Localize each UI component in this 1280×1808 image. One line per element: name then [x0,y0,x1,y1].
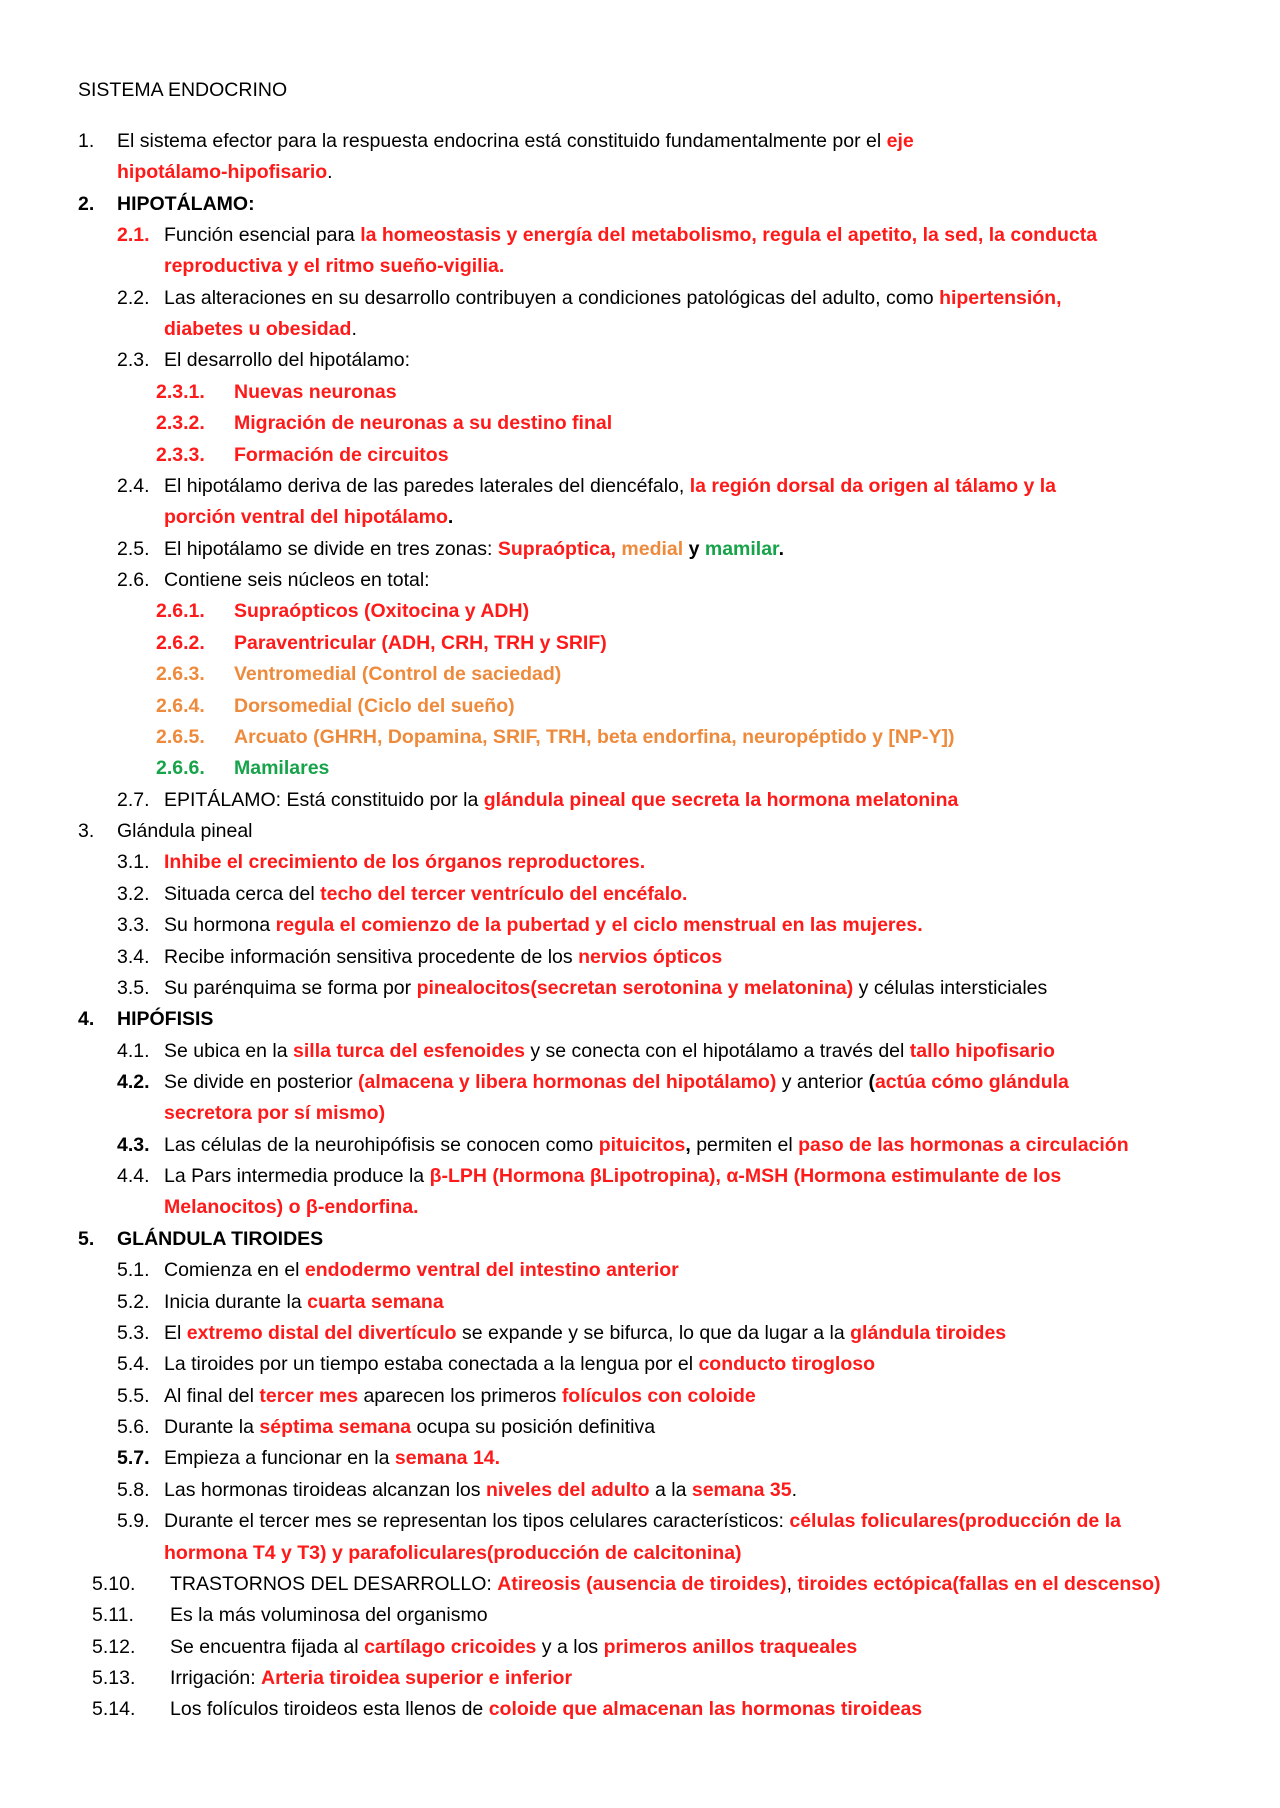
text-segment: β-LPH (Hormona βLipotropina), α-MSH (Hormona estimulante de los [429,1165,1062,1187]
outline-line [0,380,1280,404]
text-segment: tallo hipofisario [909,1040,1055,1062]
text-segment: techo del tercer ventrículo del encéfalo. [320,883,688,905]
outline-number: 5.7. [117,1447,150,1469]
outline-line [0,819,1280,843]
outline-line [0,1227,1280,1251]
outline-text [78,78,287,102]
outline-number: 2.6. [117,569,150,591]
outline-number: 5.9. [117,1510,150,1532]
outline-line [0,1070,1280,1094]
outline-number: 4.2. [117,1071,150,1093]
outline-text [164,223,1097,247]
text-segment: Durante la [164,1416,260,1438]
outline-number: 5.10. [92,1573,136,1595]
text-segment: y se conecta con el hipotálamo a través del [524,1040,910,1062]
outline-number: 5.2. [117,1291,150,1313]
text-segment: a la [649,1479,692,1501]
outline-text [164,1478,797,1502]
outline-line [0,599,1280,623]
text-segment: y anterior [776,1071,869,1093]
text-segment: Su hormona [164,914,276,936]
outline-line [0,474,1280,498]
outline-number: 2.6.5. [156,726,205,748]
outline-number: 4.1. [117,1040,150,1062]
outline-text [164,1039,1055,1063]
outline-text [164,568,430,592]
outline-line [0,1572,1280,1596]
outline-line [0,662,1280,686]
text-segment: Arteria tiroidea superior e inferior [261,1667,573,1689]
text-segment: Durante el tercer mes se representan los tipos celulares característicos: [164,1510,790,1532]
outline-text [234,631,607,655]
outline-line [0,945,1280,969]
text-segment: ocupa su posición definitiva [411,1416,656,1438]
text-segment: conducto tirogloso [698,1353,876,1375]
text-segment: , [786,1573,798,1595]
outline-text [164,1509,1121,1533]
text-segment: Supraópticos (Oxitocina y ADH) [234,600,530,622]
outline-text [164,976,1047,1000]
text-segment: HIPOTÁLAMO: [117,193,255,215]
text-segment: semana 35 [691,1479,792,1501]
outline-line [0,1603,1280,1627]
outline-number: 5.8. [117,1479,150,1501]
outline-text [234,380,397,404]
outline-text [164,850,645,874]
outline-text [234,411,612,435]
text-segment: Las células de la neurohipófisis se conocen como [164,1134,599,1156]
outline-text [164,474,1056,498]
text-segment: El sistema efector para la respuesta endocrina está constituido fundamentalmente por el [117,130,887,152]
text-segment: Mamilares [234,757,330,779]
text-segment: coloide que almacenan las hormonas tiroideas [488,1698,923,1720]
text-segment: hipotálamo-hipofisario [117,161,328,183]
outline-text [170,1666,572,1690]
text-segment: diabetes u obesidad [164,318,352,340]
text-segment: . [327,161,333,183]
text-segment: . [447,506,454,528]
text-segment: Formación de circuitos [234,444,449,466]
outline-text [164,1415,655,1439]
outline-number: 2.6.3. [156,663,205,685]
text-segment: Inicia durante la [164,1291,308,1313]
outline-line [0,411,1280,435]
outline-number: 2.5. [117,538,150,560]
outline-number: 3.5. [117,977,150,999]
outline-line [0,1164,1280,1188]
text-segment: El hipotálamo deriva de las paredes laterales del diencéfalo, [164,475,690,497]
text-segment: reproductiva y el ritmo sueño-vigilia. [164,255,505,277]
text-segment: células foliculares(producción de la [789,1510,1121,1532]
text-segment: Al final del [164,1385,260,1407]
text-segment: Recibe información sensitiva procedente de los [164,946,579,968]
text-segment: TRASTORNOS DEL DESARROLLO: [170,1573,498,1595]
text-segment: Atireosis (ausencia de tiroides) [497,1573,787,1595]
outline-text [164,945,722,969]
text-segment: Irrigación: [170,1667,262,1689]
outline-text [117,160,333,184]
outline-line [0,1133,1280,1157]
text-segment: , [685,1134,691,1156]
outline-number: 4. [78,1008,95,1030]
outline-number: 4.4. [117,1165,150,1187]
text-segment: hormona T4 y T3) y parafoliculares(producción de calcitonina) [164,1542,742,1564]
text-segment: la región dorsal da origen al tálamo y la [689,475,1057,497]
text-segment: Los folículos tiroideos esta llenos de [170,1698,489,1720]
text-segment: nervios ópticos [578,946,723,968]
outline-number: 3.4. [117,946,150,968]
outline-text [164,882,687,906]
outline-number: 5.6. [117,1416,150,1438]
outline-text [164,537,784,561]
outline-line [0,913,1280,937]
text-segment: Paraventricular (ADH, CRH, TRH y SRIF) [234,632,607,654]
text-segment: paso de las hormonas a circulación [798,1134,1129,1156]
outline-number: 3.2. [117,883,150,905]
text-segment: Las alteraciones en su desarrollo contribuyen a condiciones patológicas del adulto, como [164,287,940,309]
outline-line [0,348,1280,372]
outline-number: 2. [78,193,95,215]
outline-line [0,1635,1280,1659]
outline-line [0,1039,1280,1063]
outline-line [0,1541,1280,1565]
outline-number: 5.1. [117,1259,150,1281]
outline-text [164,1258,679,1282]
text-segment: regula el comienzo de la pubertad y el ciclo menstrual en las mujeres. [275,914,923,936]
text-segment: Empieza a funcionar en la [164,1447,395,1469]
outline-number: 2.1. [117,224,150,246]
outline-line [0,537,1280,561]
outline-number: 3. [78,820,95,842]
outline-text [164,1352,875,1376]
outline-text [164,1133,1129,1157]
outline-line [0,129,1280,153]
outline-line [0,1290,1280,1314]
text-segment: porción ventral del hipotálamo [164,506,448,528]
text-segment: se expande y se bifurca, lo que da lugar a la [456,1322,851,1344]
outline-text [234,443,449,467]
outline-number: 2.7. [117,789,150,811]
outline-text [164,1446,500,1470]
outline-line [0,317,1280,341]
text-segment: endodermo ventral del intestino anterior [304,1259,679,1281]
outline-text [164,348,410,372]
text-segment: niveles del adulto [485,1479,650,1501]
outline-text [164,505,453,529]
text-segment: HIPÓFISIS [117,1008,214,1030]
outline-number: 2.3.3. [156,444,205,466]
text-segment: glándula pineal que secreta la hormona melatonina [483,789,959,811]
outline-line [0,160,1280,184]
text-segment: tercer mes [259,1385,359,1407]
text-segment: permiten el [690,1134,799,1156]
outline-text [234,599,529,623]
outline-line [0,1478,1280,1502]
outline-line [0,1509,1280,1533]
outline-line [0,694,1280,718]
text-segment: (almacena y libera hormonas del hipotálamo) [358,1071,777,1093]
text-segment: Nuevas neuronas [234,381,397,403]
outline-number: 5.13. [92,1667,136,1689]
outline-line [0,286,1280,310]
outline-number: 5.14. [92,1698,136,1720]
text-segment: GLÁNDULA TIROIDES [117,1228,324,1250]
text-segment: pituicitos [598,1134,686,1156]
text-segment: Se encuentra fijada al [170,1636,365,1658]
outline-line [0,1352,1280,1376]
outline-text [164,788,958,812]
outline-number: 1. [78,130,95,152]
outline-text [164,254,504,278]
outline-line [0,631,1280,655]
outline-text [117,192,255,216]
text-segment: semana 14. [394,1447,501,1469]
outline-line [0,1321,1280,1345]
text-segment: cuarta semana [307,1291,444,1313]
text-segment: Se ubica en la [164,1040,294,1062]
outline-text [117,1227,323,1251]
outline-line [0,1101,1280,1125]
text-segment: La Pars intermedia produce la [164,1165,430,1187]
text-segment: Es la más voluminosa del organismo [170,1604,488,1626]
outline-number: 3.3. [117,914,150,936]
text-segment: Dorsomedial (Ciclo del sueño) [234,695,515,717]
text-segment: Comienza en el [164,1259,305,1281]
text-segment: extremo distal del divertículo [186,1322,457,1344]
text-segment: eje [886,130,914,152]
outline-text [164,1290,444,1314]
outline-line [0,1007,1280,1031]
text-segment: tiroides ectópica(fallas en el descenso) [797,1573,1161,1595]
outline-line [0,505,1280,529]
text-segment: medial [615,538,684,560]
text-segment: cartílago cricoides [364,1636,537,1658]
outline-text [164,1384,756,1408]
outline-line [0,1415,1280,1439]
outline-line [0,882,1280,906]
text-segment: Melanocitos) o β-endorfina. [164,1196,419,1218]
outline-line [0,1697,1280,1721]
text-segment: . [778,538,784,560]
text-segment: hipertensión, [939,287,1062,309]
outline-text [164,1321,1006,1345]
outline-number: 2.6.4. [156,695,205,717]
text-segment: aparecen los primeros [358,1385,562,1407]
outline-text [164,913,923,937]
outline-line [0,1195,1280,1219]
outline-line [0,1446,1280,1470]
outline-text [164,1164,1061,1188]
outline-number: 2.2. [117,287,150,309]
outline-number: 2.6.1. [156,600,205,622]
text-segment: Glándula pineal [117,820,253,842]
text-segment: . [791,1479,798,1501]
outline-line [0,725,1280,749]
text-segment: SISTEMA ENDOCRINO [78,79,288,101]
outline-line [0,192,1280,216]
outline-line [0,254,1280,278]
text-segment: El desarrollo del hipotálamo: [164,349,411,371]
outline-number: 5.12. [92,1636,136,1658]
outline-number: 3.1. [117,851,150,873]
text-segment: Inhibe el crecimiento de los órganos reproductores. [164,851,646,873]
text-segment: la homeostasis y energía del metabolismo, regula el apetito, la sed, la conducta [360,224,1098,246]
outline-number: 5.11. [92,1604,134,1626]
outline-text [117,129,914,153]
outline-line [0,1666,1280,1690]
text-segment: y a los [536,1636,604,1658]
text-segment: y células intersticiales [853,977,1048,999]
outline-line [0,756,1280,780]
outline-number: 2.3.1. [156,381,205,403]
outline-text [170,1572,1160,1596]
outline-number: 4.3. [117,1134,150,1156]
outline-line [0,1384,1280,1408]
outline-number: 5. [78,1228,95,1250]
outline-number: 2.3. [117,349,150,371]
outline-text [164,1070,1069,1094]
outline-text [117,819,253,843]
text-segment: Su parénquima se forma por [164,977,417,999]
text-segment: glándula tiroides [850,1322,1007,1344]
outline-number: 5.3. [117,1322,150,1344]
text-segment: y [683,538,705,560]
outline-text [170,1635,857,1659]
text-segment: mamilar [704,538,779,560]
text-segment: EPITÁLAMO: Está constituido por la [164,789,484,811]
text-segment: La tiroides por un tiempo estaba conectada a la lengua por el [164,1353,699,1375]
text-segment: . [351,318,357,340]
outline-text [164,1541,742,1565]
outline-text [234,725,954,749]
outline-line [0,1258,1280,1282]
outline-text [164,286,1062,310]
outline-number: 5.4. [117,1353,150,1375]
text-segment: Contiene seis núcleos en total: [164,569,430,591]
outline-line [0,788,1280,812]
outline-number: 5.5. [117,1385,150,1407]
outline-number: 2.6.6. [156,757,205,779]
outline-text [170,1603,488,1627]
text-segment: pinealocitos(secretan serotonina y melatonina) [416,977,854,999]
outline-text [170,1697,922,1721]
text-segment: Ventromedial (Control de saciedad) [234,663,562,685]
outline-line [0,568,1280,592]
text-segment: Migración de neuronas a su destino final [234,412,613,434]
text-segment: folículos con coloide [561,1385,756,1407]
text-segment: Supraóptica, [497,538,616,560]
outline-number: 2.6.2. [156,632,205,654]
text-segment: actúa cómo glándula [874,1071,1069,1093]
text-segment: ( [868,1071,875,1093]
outline-text [117,1007,213,1031]
text-segment: El [164,1322,187,1344]
text-segment: Situada cerca del [164,883,321,905]
text-segment: silla turca del esfenoides [293,1040,525,1062]
outline-text [164,1195,419,1219]
document-title [0,78,1280,102]
text-segment: Se divide en posterior [164,1071,359,1093]
text-segment: secretora por sí mismo) [164,1102,386,1124]
text-segment: Las hormonas tiroideas alcanzan los [164,1479,486,1501]
outline-text [164,1101,385,1125]
text-segment: Función esencial para [164,224,361,246]
outline-text [164,317,357,341]
text-segment: El hipotálamo se divide en tres zonas: [164,538,498,560]
outline-line [0,443,1280,467]
outline-number: 2.4. [117,475,150,497]
outline-text [234,662,561,686]
outline-line [0,223,1280,247]
outline-line [0,976,1280,1000]
outline-text [234,694,515,718]
outline-text [234,756,329,780]
text-segment: primeros anillos traqueales [603,1636,858,1658]
text-segment: Arcuato (GHRH, Dopamina, SRIF, TRH, beta endorfina, neuropéptido y [NP-Y]) [234,726,955,748]
outline-number: 2.3.2. [156,412,205,434]
outline-line [0,850,1280,874]
text-segment: séptima semana [259,1416,412,1438]
